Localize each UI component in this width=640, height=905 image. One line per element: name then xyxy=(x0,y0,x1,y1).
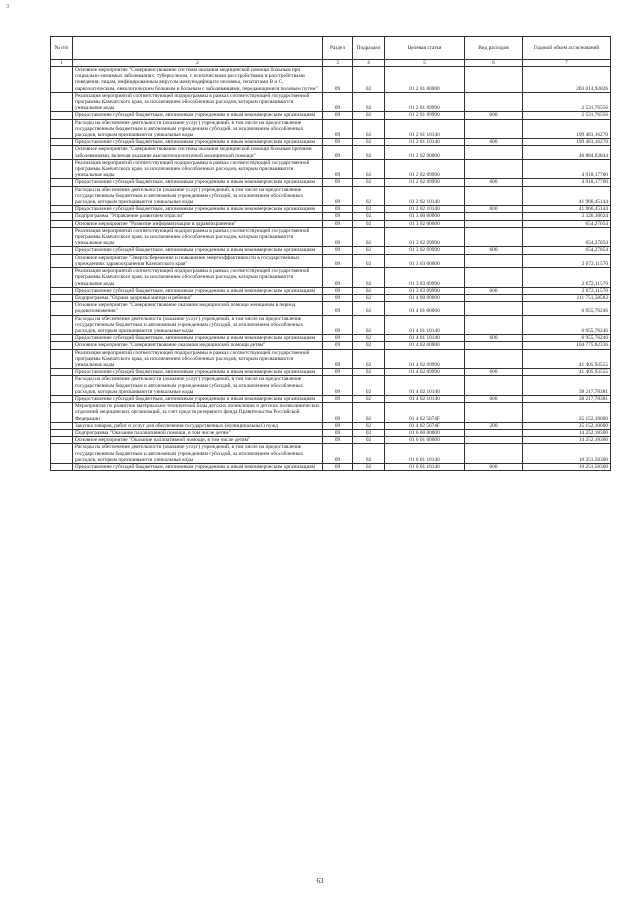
row-amount: 2 672,11570 xyxy=(523,254,611,267)
row-subsection: 02 xyxy=(353,294,385,301)
column-number: 3 xyxy=(323,60,353,67)
row-name: Предоставление субсидий бюджетным, автономным учреждениям и иным некоммерческим организациям xyxy=(73,247,323,254)
row-section: 09 xyxy=(323,206,353,213)
row-amount: 41 405,93555 xyxy=(523,369,611,376)
num-cell xyxy=(51,403,73,423)
num-cell xyxy=(51,369,73,376)
num-cell xyxy=(51,92,73,112)
row-subsection: 02 xyxy=(353,395,385,402)
table-row xyxy=(51,220,611,227)
num-cell xyxy=(51,159,73,179)
row-section: 09 xyxy=(323,220,353,227)
row-target-item: 01 4 01 10140 xyxy=(385,315,465,335)
row-name: Подпрограмма "Управление развитием отрасли" xyxy=(73,213,323,220)
row-name: Предоставление субсидий бюджетным, автономным учреждениям и иным некоммерческим организациям xyxy=(73,206,323,213)
row-amount: 2 672,11570 xyxy=(523,268,611,288)
row-subsection: 02 xyxy=(353,213,385,220)
row-amount: 4 918,17700 xyxy=(523,159,611,179)
row-target-item: 01 6 01 10140 xyxy=(385,444,465,464)
row-amount: 10 251,58300 xyxy=(523,444,611,464)
row-expense-type xyxy=(465,186,523,206)
row-expense-type xyxy=(465,213,523,220)
row-amount: 199 483,16270 xyxy=(523,139,611,146)
row-target-item: 01 2 01 09990 xyxy=(385,92,465,112)
row-section: 09 xyxy=(323,342,353,349)
row-target-item: 01 3 03 09990 xyxy=(385,268,465,288)
row-name: Основное мероприятие "Совершенствование оказания медицинской помощи детям" xyxy=(73,342,323,349)
row-subsection: 02 xyxy=(353,287,385,294)
row-amount: 654,27054 xyxy=(523,247,611,254)
row-section: 09 xyxy=(323,302,353,315)
row-subsection: 02 xyxy=(353,349,385,369)
row-target-item: 01 2 02 09990 xyxy=(385,159,465,179)
row-target-item: 01 6 01 10140 xyxy=(385,463,465,470)
row-amount: 654,27054 xyxy=(523,227,611,247)
row-name: Основное мероприятие "Совершенствование оказания медицинской помощи женщинам в период родовспоможения" xyxy=(73,302,323,315)
row-section: 09 xyxy=(323,146,353,159)
row-expense-type xyxy=(465,159,523,179)
row-amount: 6 955,76246 xyxy=(523,315,611,335)
table-row xyxy=(51,254,611,267)
row-subsection: 02 xyxy=(353,422,385,429)
row-name: Расходы на обеспечение деятельности (оказание услуг) учреждений, в том числе на предоставление государственным бюджетным и автономным учреждениям субсидий, за исключением обособленных расходов, которым присваиваются уникальные коды xyxy=(73,186,323,206)
row-expense-type xyxy=(465,67,523,93)
row-subsection: 02 xyxy=(353,463,385,470)
row-target-item: 01 3 00 00000 xyxy=(385,213,465,220)
num-cell xyxy=(51,67,73,93)
row-target-item: 01 4 02 10140 xyxy=(385,376,465,396)
column-header-section: Раздел xyxy=(323,37,353,60)
row-target-item: 01 4 01 10140 xyxy=(385,335,465,342)
row-amount: 203 014,92826 xyxy=(523,67,611,93)
num-cell xyxy=(51,268,73,288)
row-expense-type: 200 xyxy=(465,422,523,429)
row-amount: 10 251,58300 xyxy=(523,463,611,470)
num-cell xyxy=(51,444,73,464)
column-number: 6 xyxy=(465,60,523,67)
row-name: Предоставление субсидий бюджетным, автономным учреждениям и иным некоммерческим организациям xyxy=(73,335,323,342)
row-name: Реализация мероприятий соответствующей подпрограммы в рамках соответствующей государственной программы Камчатского края, за исключением обособленных расходов, которым присваиваются уникальные коды xyxy=(73,92,323,112)
column-header-number: № п/п xyxy=(51,37,73,60)
row-expense-type xyxy=(465,315,523,335)
row-section: 09 xyxy=(323,159,353,179)
column-header-name xyxy=(73,37,323,60)
budget-allocation-table xyxy=(50,36,611,471)
row-name: Предоставление субсидий бюджетным, автономным учреждениям и иным некоммерческим организациям xyxy=(73,463,323,470)
row-subsection: 02 xyxy=(353,227,385,247)
row-amount: 104 775,82336 xyxy=(523,342,611,349)
table-row xyxy=(51,302,611,315)
row-name: Подпрограмма "Оказание паллиативной помощи, в том числе детям" xyxy=(73,429,323,436)
num-cell xyxy=(51,287,73,294)
table-row xyxy=(51,444,611,464)
row-subsection: 02 xyxy=(353,437,385,444)
num-cell xyxy=(51,146,73,159)
num-cell xyxy=(51,302,73,315)
num-cell xyxy=(51,227,73,247)
row-subsection: 02 xyxy=(353,444,385,464)
table-row xyxy=(51,342,611,349)
row-name: Закупка товаров, работ и услуг для обеспечения государственных (муниципальных) нужд xyxy=(73,422,323,429)
column-header-subsection: Подраздел xyxy=(353,37,385,60)
column-number: 4 xyxy=(353,60,385,67)
column-number: 1 xyxy=(51,60,73,67)
page-corner-mark: 3 xyxy=(6,4,9,10)
row-amount: 25 152,10000 xyxy=(523,403,611,423)
row-target-item: 01 4 02 5674F xyxy=(385,422,465,429)
row-subsection: 02 xyxy=(353,179,385,186)
row-name: Предоставление субсидий бюджетным, автономным учреждениям и иным некоммерческим организациям xyxy=(73,287,323,294)
table-row xyxy=(51,67,611,93)
row-subsection: 02 xyxy=(353,376,385,396)
row-expense-type: 600 xyxy=(465,179,523,186)
row-amount: 6 955,76246 xyxy=(523,335,611,342)
row-expense-type xyxy=(465,92,523,112)
row-amount: 14 252,18300 xyxy=(523,437,611,444)
table-row xyxy=(51,369,611,376)
table-row xyxy=(51,146,611,159)
row-subsection: 02 xyxy=(353,139,385,146)
num-cell xyxy=(51,119,73,139)
row-name: Предоставление субсидий бюджетным, автономным учреждениям и иным некоммерческим организациям xyxy=(73,395,323,402)
table-row xyxy=(51,159,611,179)
page-number: 63 xyxy=(316,877,324,885)
row-subsection: 02 xyxy=(353,206,385,213)
num-cell xyxy=(51,422,73,429)
row-name: Реализация мероприятий соответствующей подпрограммы в рамках соответствующей государственной программы Камчатского края, за исключением обособленных расходов, которым присваиваются уникальные коды xyxy=(73,349,323,369)
column-number-row xyxy=(51,60,611,67)
row-section: 09 xyxy=(323,287,353,294)
row-subsection: 02 xyxy=(353,247,385,254)
row-target-item: 01 3 03 09990 xyxy=(385,287,465,294)
row-amount: 2 531,76556 xyxy=(523,92,611,112)
num-cell xyxy=(51,220,73,227)
row-name: Основное мероприятие "Энергосбережение и повышение энергоэффективности в государственных учреждениях здравоохранения Камчатского края" xyxy=(73,254,323,267)
row-subsection: 02 xyxy=(353,302,385,315)
row-section: 09 xyxy=(323,139,353,146)
num-cell xyxy=(51,437,73,444)
row-expense-type xyxy=(465,429,523,436)
column-number: 7 xyxy=(523,60,611,67)
row-section: 09 xyxy=(323,463,353,470)
row-name: Мероприятия по развитию материально-технической базы детских поликлиник и детских поликлинических отделений медицинских организаций, за счет средств резервного фонда Правительства Российской Федерации xyxy=(73,403,323,423)
table-body xyxy=(51,67,611,471)
row-expense-type: 600 xyxy=(465,395,523,402)
row-section: 09 xyxy=(323,403,353,423)
row-subsection: 02 xyxy=(353,335,385,342)
table-row xyxy=(51,395,611,402)
row-subsection: 02 xyxy=(353,119,385,139)
row-section: 09 xyxy=(323,376,353,396)
num-cell xyxy=(51,376,73,396)
row-name: Расходы на обеспечение деятельности (оказание услуг) учреждений, в том числе на предоставление государственным бюджетным и автономным учреждениям субсидий, за исключением обособленных расходов, которым присваиваются уникальные коды xyxy=(73,119,323,139)
num-cell xyxy=(51,294,73,301)
row-name: Подпрограмма "Охрана здоровья матери и ребенка" xyxy=(73,294,323,301)
row-target-item: 01 2 02 10140 xyxy=(385,206,465,213)
row-target-item: 01 2 02 09990 xyxy=(385,179,465,186)
num-cell xyxy=(51,342,73,349)
table-row xyxy=(51,294,611,301)
row-name: Расходы на обеспечение деятельности (оказание услуг) учреждений, в том числе на предоставление государственным бюджетным и автономным учреждениям субсидий, за исключением обособленных расходов, которым присваиваются уникальные коды xyxy=(73,376,323,396)
row-subsection: 02 xyxy=(353,112,385,119)
table-row xyxy=(51,429,611,436)
column-number: 5 xyxy=(385,60,465,67)
column-header-amount: Годовой объем ассигнований xyxy=(523,37,611,60)
row-subsection: 02 xyxy=(353,429,385,436)
num-cell xyxy=(51,179,73,186)
row-name: Основное мероприятие "Развитие информатизации в здравоохранении" xyxy=(73,220,323,227)
row-target-item: 01 3 03 00000 xyxy=(385,254,465,267)
row-expense-type xyxy=(465,146,523,159)
table-row xyxy=(51,119,611,139)
row-target-item: 01 4 02 5674F xyxy=(385,403,465,423)
row-expense-type: 600 xyxy=(465,287,523,294)
row-target-item: 01 4 01 00000 xyxy=(385,302,465,315)
row-section: 09 xyxy=(323,429,353,436)
num-cell xyxy=(51,429,73,436)
row-name: Основное мероприятие "Оказание паллиативной помощи, в том числе детям" xyxy=(73,437,323,444)
table-row xyxy=(51,179,611,186)
row-target-item: 01 4 02 09990 xyxy=(385,349,465,369)
row-section: 09 xyxy=(323,227,353,247)
row-amount: 46 884,62844 xyxy=(523,146,611,159)
row-section: 09 xyxy=(323,67,353,93)
num-cell xyxy=(51,186,73,206)
row-expense-type xyxy=(465,254,523,267)
num-cell xyxy=(51,315,73,335)
table-row xyxy=(51,349,611,369)
row-expense-type xyxy=(465,227,523,247)
num-cell xyxy=(51,395,73,402)
num-cell xyxy=(51,206,73,213)
row-amount: 3 326,38624 xyxy=(523,213,611,220)
row-amount: 14 252,18300 xyxy=(523,429,611,436)
row-subsection: 02 xyxy=(353,254,385,267)
row-amount: 41 966,45144 xyxy=(523,186,611,206)
table-row xyxy=(51,376,611,396)
row-target-item: 01 6 00 00000 xyxy=(385,429,465,436)
row-amount: 38 217,78381 xyxy=(523,376,611,396)
row-target-item: 01 3 02 00000 xyxy=(385,220,465,227)
table-row xyxy=(51,463,611,470)
table-row xyxy=(51,213,611,220)
num-cell xyxy=(51,349,73,369)
row-amount: 4 918,17700 xyxy=(523,179,611,186)
table-row xyxy=(51,186,611,206)
row-section: 09 xyxy=(323,112,353,119)
table-row xyxy=(51,287,611,294)
row-name: Предоставление субсидий бюджетным, автономным учреждениям и иным некоммерческим организациям xyxy=(73,112,323,119)
row-expense-type: 600 xyxy=(465,247,523,254)
row-section: 09 xyxy=(323,186,353,206)
table-row xyxy=(51,112,611,119)
row-section: 09 xyxy=(323,92,353,112)
row-section: 09 xyxy=(323,315,353,335)
num-cell xyxy=(51,112,73,119)
row-subsection: 02 xyxy=(353,268,385,288)
column-header-target-item: Целевая статья xyxy=(385,37,465,60)
row-section: 09 xyxy=(323,422,353,429)
row-name: Расходы на обеспечение деятельности (оказание услуг) учреждений, в том числе на предоставление государственным бюджетным и автономным учреждениям субсидий, за исключением обособленных расходов, которым присваиваются уникальные коды xyxy=(73,315,323,335)
row-expense-type xyxy=(465,302,523,315)
row-subsection: 02 xyxy=(353,403,385,423)
num-cell xyxy=(51,335,73,342)
row-expense-type xyxy=(465,403,523,423)
row-section: 09 xyxy=(323,247,353,254)
row-target-item: 01 4 02 00000 xyxy=(385,342,465,349)
row-amount: 38 217,78381 xyxy=(523,395,611,402)
row-section: 09 xyxy=(323,179,353,186)
row-subsection: 02 xyxy=(353,146,385,159)
table-row xyxy=(51,315,611,335)
table-row xyxy=(51,422,611,429)
row-expense-type xyxy=(465,220,523,227)
row-amount: 199 483,16270 xyxy=(523,119,611,139)
row-target-item: 01 3 02 09990 xyxy=(385,247,465,254)
row-target-item: 01 2 01 10140 xyxy=(385,119,465,139)
row-target-item: 01 2 02 10140 xyxy=(385,186,465,206)
row-target-item: 01 2 01 10140 xyxy=(385,139,465,146)
row-name: Предоставление субсидий бюджетным, автономным учреждениям и иным некоммерческим организациям xyxy=(73,179,323,186)
row-section: 09 xyxy=(323,395,353,402)
row-expense-type: 600 xyxy=(465,463,523,470)
row-name: Расходы на обеспечение деятельности (оказание услуг) учреждений, в том числе на предоставление государственным бюджетным и автономным учреждениям субсидий, за исключением обособленных расходов, которым присваиваются уникальные коды xyxy=(73,444,323,464)
num-cell xyxy=(51,247,73,254)
table-row xyxy=(51,206,611,213)
table-header xyxy=(51,37,611,67)
row-section: 09 xyxy=(323,119,353,139)
row-name: Основное мероприятие "Совершенствование системы оказания медицинской помощи больным при социально-значимых заболеваниях: туберкулезом, с психическими расстройствами и расстройствами поведения, лицам, инфицированным вирусом иммунодефицита человека, гепатитами В и С, наркологическим, онкологическим больным и больным с заболеваниями, передающимися половым путем" xyxy=(73,67,323,93)
row-subsection: 02 xyxy=(353,369,385,376)
row-amount: 25 152,10000 xyxy=(523,422,611,429)
row-name: Предоставление субсидий бюджетным, автономным учреждениям и иным некоммерческим организациям xyxy=(73,369,323,376)
row-section: 09 xyxy=(323,254,353,267)
row-name: Реализация мероприятий соответствующей подпрограммы в рамках соответствующей государственной программы Камчатского края, за исключением обособленных расходов, которым присваиваются уникальные коды xyxy=(73,268,323,288)
row-amount: 41 966,45144 xyxy=(523,206,611,213)
table-row xyxy=(51,92,611,112)
table-row xyxy=(51,335,611,342)
row-expense-type xyxy=(465,376,523,396)
row-expense-type xyxy=(465,342,523,349)
row-amount: 111 751,58582 xyxy=(523,294,611,301)
row-amount: 6 955,76246 xyxy=(523,302,611,315)
row-subsection: 02 xyxy=(353,159,385,179)
num-cell xyxy=(51,254,73,267)
row-section: 09 xyxy=(323,349,353,369)
row-amount: 41 405,93555 xyxy=(523,349,611,369)
row-subsection: 02 xyxy=(353,92,385,112)
row-expense-type: 600 xyxy=(465,206,523,213)
table-row xyxy=(51,403,611,423)
row-subsection: 02 xyxy=(353,186,385,206)
table-row xyxy=(51,247,611,254)
row-subsection: 02 xyxy=(353,220,385,227)
row-section: 09 xyxy=(323,268,353,288)
row-subsection: 02 xyxy=(353,67,385,93)
row-target-item: 01 4 02 10140 xyxy=(385,395,465,402)
table-row xyxy=(51,268,611,288)
row-name: Реализация мероприятий соответствующей подпрограммы в рамках соответствующей государственной программы Камчатского края, за исключением обособленных расходов, которым присваиваются уникальные коды xyxy=(73,227,323,247)
row-target-item: 01 2 01 09990 xyxy=(385,112,465,119)
row-expense-type xyxy=(465,268,523,288)
row-expense-type: 600 xyxy=(465,369,523,376)
table-row xyxy=(51,227,611,247)
row-section: 09 xyxy=(323,213,353,220)
row-subsection: 02 xyxy=(353,342,385,349)
row-target-item: 01 6 01 00000 xyxy=(385,437,465,444)
row-expense-type: 600 xyxy=(465,335,523,342)
row-section: 09 xyxy=(323,437,353,444)
column-header-expense-type: Вид расходов xyxy=(465,37,523,60)
row-target-item: 01 4 00 00000 xyxy=(385,294,465,301)
row-name: Основное мероприятие "Совершенствование системы оказания медицинской помощи больным прочими заболеваниями, включая оказание высокотехнологичной медицинской помощи" xyxy=(73,146,323,159)
row-amount: 2 531,76556 xyxy=(523,112,611,119)
row-section: 09 xyxy=(323,369,353,376)
row-expense-type xyxy=(465,294,523,301)
row-expense-type: 600 xyxy=(465,139,523,146)
row-amount: 654,27054 xyxy=(523,220,611,227)
row-expense-type: 600 xyxy=(465,112,523,119)
row-subsection: 02 xyxy=(353,315,385,335)
num-cell xyxy=(51,463,73,470)
row-target-item: 01 2 01 00000 xyxy=(385,67,465,93)
row-expense-type xyxy=(465,119,523,139)
row-expense-type xyxy=(465,437,523,444)
row-section: 09 xyxy=(323,335,353,342)
num-cell xyxy=(51,213,73,220)
row-target-item: 01 4 02 09990 xyxy=(385,369,465,376)
row-name: Предоставление субсидий бюджетным, автономным учреждениям и иным некоммерческим организациям xyxy=(73,139,323,146)
row-target-item: 01 3 02 09990 xyxy=(385,227,465,247)
row-expense-type xyxy=(465,349,523,369)
row-target-item: 01 2 02 00000 xyxy=(385,146,465,159)
row-section: 09 xyxy=(323,294,353,301)
row-name: Реализация мероприятий соответствующей подпрограммы в рамках соответствующей государственной программы Камчатского края, за исключением обособленных расходов, которым присваиваются уникальные коды xyxy=(73,159,323,179)
column-number: 2 xyxy=(73,60,323,67)
table-row xyxy=(51,437,611,444)
row-expense-type xyxy=(465,444,523,464)
row-amount: 2 672,11570 xyxy=(523,287,611,294)
num-cell xyxy=(51,139,73,146)
row-section: 09 xyxy=(323,444,353,464)
table-row xyxy=(51,139,611,146)
